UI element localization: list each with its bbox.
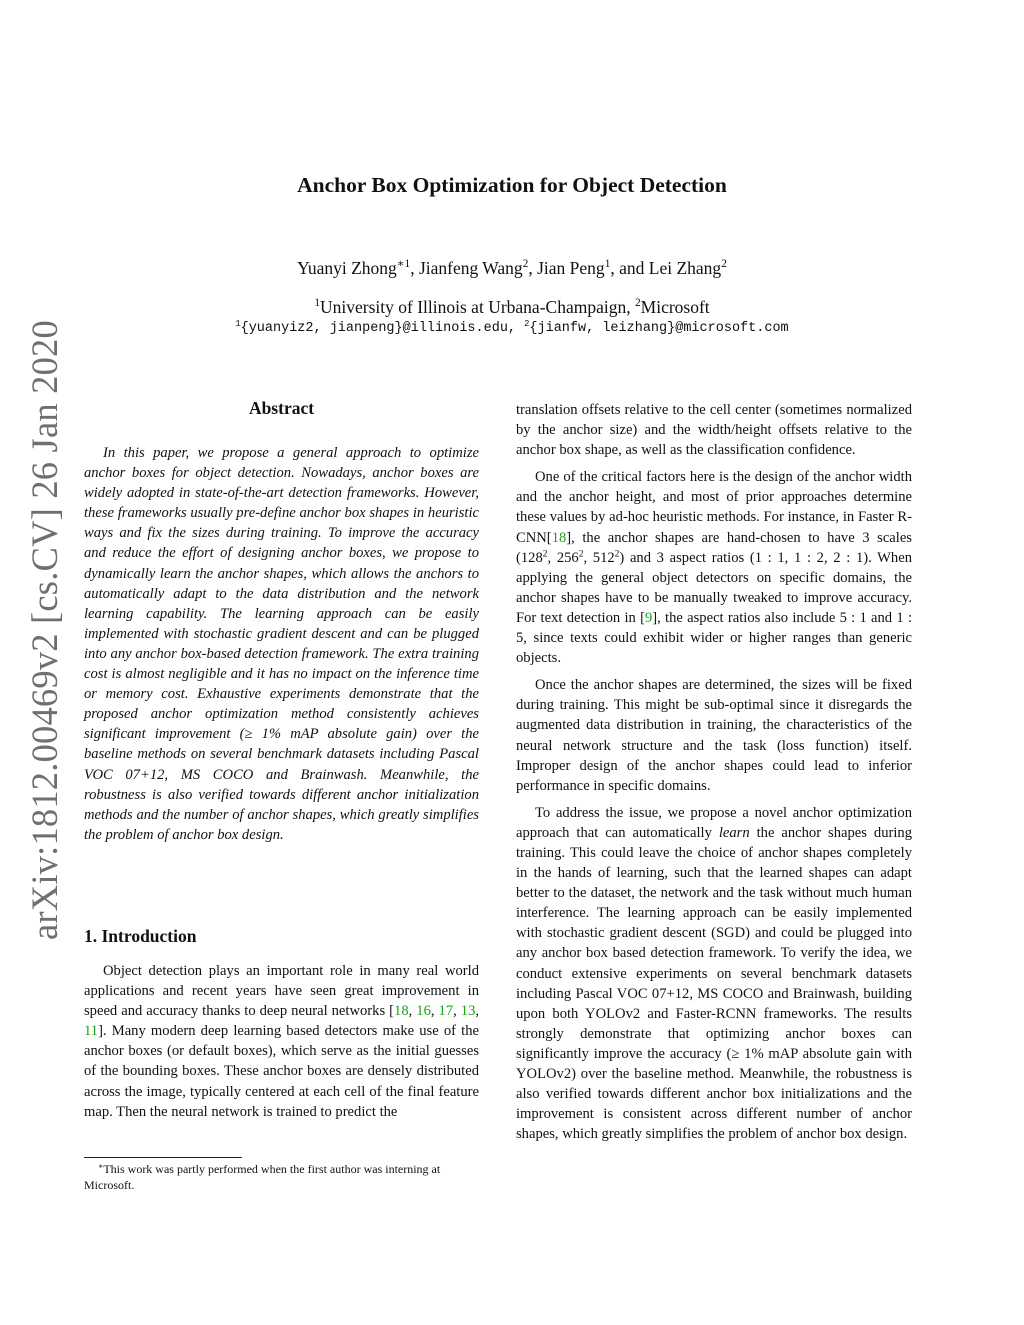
affiliation-name: Microsoft bbox=[640, 297, 710, 317]
citation-link[interactable]: 13 bbox=[460, 1003, 476, 1020]
intro-heading: 1. Introduction bbox=[84, 926, 197, 946]
author-superscript: ∗1 bbox=[396, 258, 411, 271]
citation-separator: , bbox=[430, 1003, 439, 1020]
text-segment: ) and 3 aspect ratios (1 : 1, 1 : 2, 2 : 1). When applying the general object detectors on specific domains, the anchor shapes have to be manually tweaked to improve accuracy. For text detection in [ bbox=[516, 549, 912, 626]
citation-link[interactable]: 18 bbox=[551, 529, 567, 546]
paragraph-fixed-sizes: Once the anchor shapes are determined, the sizes will be fixed during training. This might be sub-optimal since it disregards the augmented data distribution in training, the characteristics of the neural network structure and the task (loss function) itself. Improper design of the anchor shapes could lead to inferior performance in specific domains. bbox=[516, 677, 912, 794]
affiliation-name: University of Illinois at Urbana-Champaign, bbox=[320, 297, 635, 317]
affiliation-superscript: 2 bbox=[634, 297, 641, 310]
right-column bbox=[516, 400, 912, 1151]
footnote-divider bbox=[84, 1157, 242, 1158]
author-superscript: 2 bbox=[721, 258, 727, 271]
author-name: Lei Zhang bbox=[648, 258, 722, 278]
text-segment: To address the issue, we propose a novel anchor optimization approach that can automatically bbox=[516, 804, 912, 841]
intro-text-segment: Object detection plays an important role in many real world applications and recent years have seen great improvement in speed and accuracy thanks to deep neural networks [ bbox=[84, 963, 479, 1020]
author-superscript: 1 bbox=[604, 258, 611, 271]
paragraph-continued: translation offsets relative to the cell center (sometimes normalized by the anchor size) and the width/height offsets relative to the anchor box shape, as well as the classification confidence. bbox=[516, 402, 912, 459]
affiliation-superscript: 1 bbox=[314, 297, 321, 310]
exponent: 2 bbox=[614, 548, 620, 559]
author-emails bbox=[0, 318, 1024, 336]
text-segment: , 512 bbox=[583, 549, 615, 566]
email-group: {jianfw, leizhang}@microsoft.com bbox=[529, 321, 789, 336]
text-segment: ], the anchor shapes are hand-chosen to have 3 scales (128 bbox=[516, 529, 912, 566]
citation-separator: , bbox=[453, 1003, 461, 1020]
author-name: Jian Peng bbox=[537, 258, 605, 278]
exponent: 2 bbox=[542, 548, 548, 559]
citation-link[interactable]: 18 bbox=[394, 1003, 409, 1020]
email-group: {yuanyiz2, jianpeng}@illinois.edu, bbox=[240, 321, 525, 336]
intro-paragraph bbox=[84, 961, 479, 1122]
author-name: Yuanyi Zhong bbox=[297, 258, 397, 278]
author-separator: , bbox=[528, 258, 538, 278]
citation-separator: , bbox=[408, 1003, 417, 1020]
citation-separator: , bbox=[475, 1003, 480, 1020]
abstract-heading: Abstract bbox=[248, 398, 315, 418]
author-superscript: 2 bbox=[522, 258, 529, 271]
author-list bbox=[0, 258, 1024, 279]
citation-link[interactable]: 9 bbox=[644, 609, 653, 626]
arxiv-side-stamp: arXiv:1812.00469v2 [cs.CV] 26 Jan 2020 bbox=[24, 320, 65, 940]
email-superscript: 1 bbox=[235, 318, 241, 329]
citation-link[interactable]: 11 bbox=[84, 1023, 99, 1040]
abstract-text: In this paper, we propose a general approach to optimize anchor boxes for object detection. Nowadays, anchor boxes are widely adopted in state-of-the-art detection frameworks. However, these frameworks usually pre-define anchor box shapes in heuristic ways and fix the sizes during training. To improve the accuracy and reduce the effort of designing anchor boxes, we propose to dynamically learn the anchor shapes, which allows the anchors to automatically adapt to the data distribution and the network learning capability. The learning approach can be easily implemented with stochastic gradient descent and can be plugged into any anchor box-based detection framework. The extra training cost is almost negligible and it has no impact on the inference time or memory cost. Exhaustive experiments demonstrate that the proposed anchor optimization method consistently achieves significant improvement (≥ 1% mAP absolute gain) over the baseline methods on several benchmark datasets including Pascal VOC 07+12, MS COCO and Brainwash. Meanwhile, the robustness is also verified towards different anchor initialization methods and the number of anchor shapes, which greatly simplifies the problem of anchor box design. bbox=[84, 445, 479, 843]
text-segment: the anchor shapes during training. This could leave the choice of anchor shapes completely in the hands of learning, such that the learned shapes can adapt better to the dataset, the network and the task without much human interference. The learning approach can be easily implemented with stochastic gradient descent (SGD) and could be plugged into any anchor box based detection framework. To verify the idea, we conduct extensive experiments on several benchmark datasets including Pascal VOC 07+12, MS COCO and Brainwash, building upon both YOLOv2 and Faster-RCNN frameworks. The results strongly demonstrate that optimizing anchor boxes can significantly improve the accuracy (≥ 1% mAP absolute gain with YOLOv2) over the baseline method. Meanwhile, the robustness is also verified towards different anchor box initializations and the improvement is consistent across different number of anchor shapes, which greatly simplifies the problem of anchor box design. bbox=[516, 824, 912, 1143]
footnote-text: This work was partly performed when the first author was interning at Microsoft. bbox=[84, 1162, 441, 1192]
emphasis: learn bbox=[718, 824, 750, 841]
text-segment: , 256 bbox=[547, 549, 579, 566]
intro-text-segment: ]. Many modern deep learning based detectors make use of the anchor boxes (or default boxes), which serve as the initial guesses of the bounding boxes. These anchor boxes are densely distributed across the image, typically centered at each cell of the final feature map. Then the neural network is trained to predict the bbox=[84, 1023, 479, 1120]
footnote bbox=[84, 1161, 480, 1193]
citation-link[interactable]: 17 bbox=[438, 1003, 454, 1020]
text-segment: One of the critical factors here is the design of the anchor width and the anchor height, and most of prior approaches determine these values by ad-hoc heuristic methods. For instance, in Faster R-CNN[ bbox=[516, 469, 912, 546]
exponent: 2 bbox=[578, 548, 584, 559]
footnote-mark: ∗ bbox=[98, 1161, 104, 1171]
paragraph-proposal bbox=[516, 803, 912, 1145]
affiliations bbox=[0, 297, 1024, 318]
author-separator: , bbox=[410, 258, 419, 278]
email-superscript: 2 bbox=[524, 318, 530, 329]
author-name: Jianfeng Wang bbox=[418, 258, 523, 278]
author-separator: , and bbox=[610, 258, 649, 278]
text-segment: ], the aspect ratios also include 5 : 1 and 1 : 5, since texts could exhibit wider or higher ranges than generic objects. bbox=[516, 609, 913, 667]
citation-link[interactable]: 16 bbox=[416, 1003, 431, 1020]
paragraph-anchor-design bbox=[516, 467, 912, 668]
paper-title: Anchor Box Optimization for Object Detection bbox=[297, 173, 727, 197]
